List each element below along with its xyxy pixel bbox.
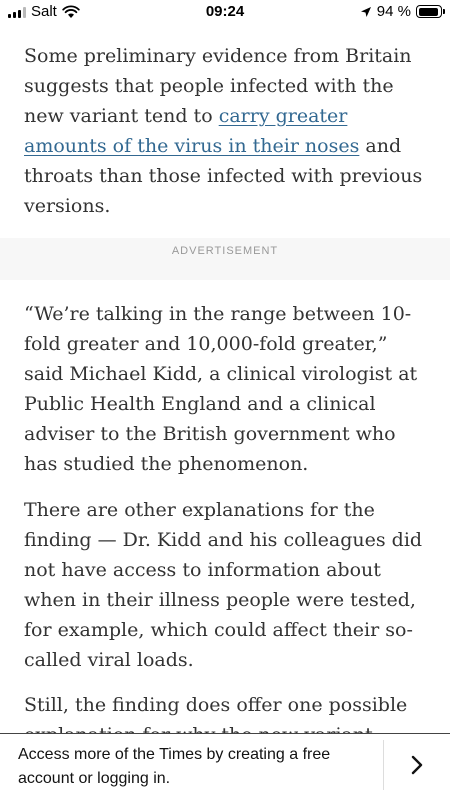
paragraph xyxy=(24,41,428,221)
paragraph: There are other explanations for the finding — Dr. Kidd and his colleagues did not have access to information about when in their illness people were tested, for example, which could affect their so-called viral loads. xyxy=(24,499,423,671)
banner-text: Access more of the Times by creating a free account or logging in. xyxy=(18,746,331,787)
advertisement-slot xyxy=(0,238,450,280)
status-bar xyxy=(0,0,450,26)
paragraph-text: Some preliminary evidence from Britain suggests that people infected with the new variant tend to xyxy=(24,45,412,127)
status-right xyxy=(360,3,442,20)
advertisement-label: ADVERTISEMENT xyxy=(171,245,279,257)
chevron-right-icon xyxy=(410,755,424,775)
battery-percent: 94 % xyxy=(376,3,411,20)
carrier-name: Salt xyxy=(31,3,57,20)
status-time: 09:24 xyxy=(205,3,245,20)
paragraph: Still, the finding does offer one possible xyxy=(24,694,408,716)
registration-banner[interactable] xyxy=(0,733,450,800)
location-arrow-icon xyxy=(360,6,372,18)
paragraph-text: and throats than those infected with previous versions. xyxy=(24,135,423,217)
battery-icon xyxy=(416,5,442,18)
paragraph: “We’re talking in the range between 10-fold greater and 10,000-fold greater,” said Michael Kidd, a clinical virologist at Public Health England and a clinical adviser to the British government who has studied the phenomenon. xyxy=(24,303,418,475)
inline-link[interactable]: carry greater amounts of the virus in their noses xyxy=(24,105,360,157)
banner-next-button[interactable] xyxy=(384,740,450,790)
